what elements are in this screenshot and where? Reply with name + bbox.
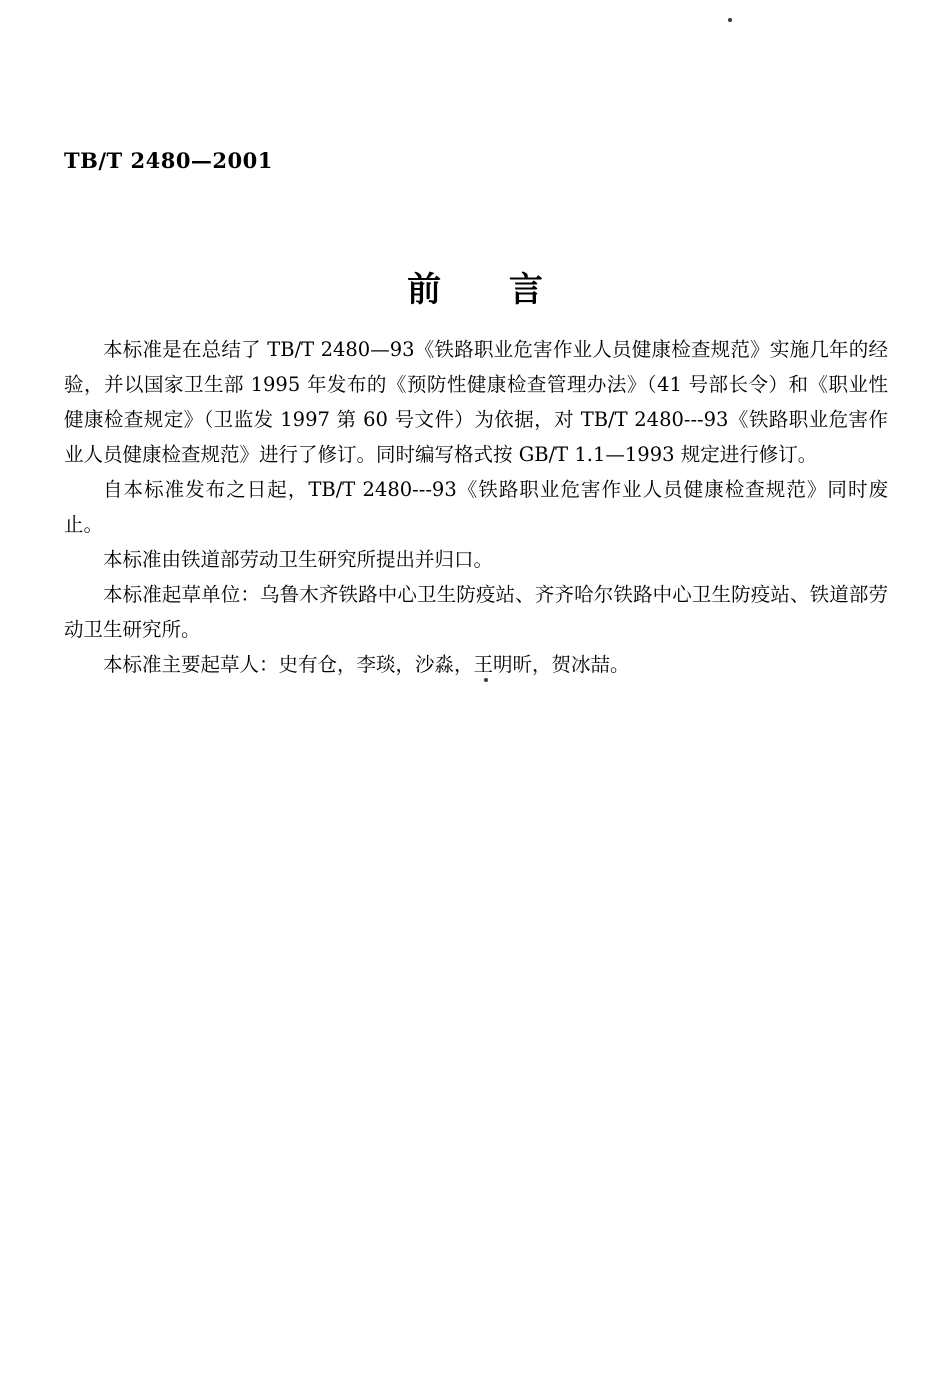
page-title: 前 言	[407, 270, 571, 310]
page-mark-top-icon	[728, 18, 732, 22]
page-mark-bottom-icon	[484, 678, 488, 682]
paragraph: 本标准由铁道部劳动卫生研究所提出并归口。	[103, 548, 494, 571]
foreword-body	[64, 332, 888, 682]
standard-number: TB/T 2480—2001	[64, 148, 273, 173]
paragraph: 本标准起草单位：乌鲁木齐铁路中心卫生防疫站、齐齐哈尔铁路中心卫生防疫站、铁道部劳动卫生研究所。	[64, 583, 888, 641]
paragraph: 本标准是在总结了 TB/T 2480—93《铁路职业危害作业人员健康检查规范》实施几年的经验，并以国家卫生部 1995 年发布的《预防性健康检查管理办法》（41 号部长令）和《职业性健康检查规定》（卫监发 1997 第 60 号文件）为依据，对 TB/T 2480---93《铁路职业危害作业人员健康检查规范》进行了修订。同时编写格式按 GB/T 1.1—1993 规定进行修订。	[64, 338, 888, 466]
paragraph: 本标准主要起草人：史有仓，李琰，沙淼，王明昕，贺冰喆。	[103, 653, 630, 676]
paragraph: 自本标准发布之日起，TB/T 2480---93《铁路职业危害作业人员健康检查规范》同时废止。	[64, 478, 888, 536]
